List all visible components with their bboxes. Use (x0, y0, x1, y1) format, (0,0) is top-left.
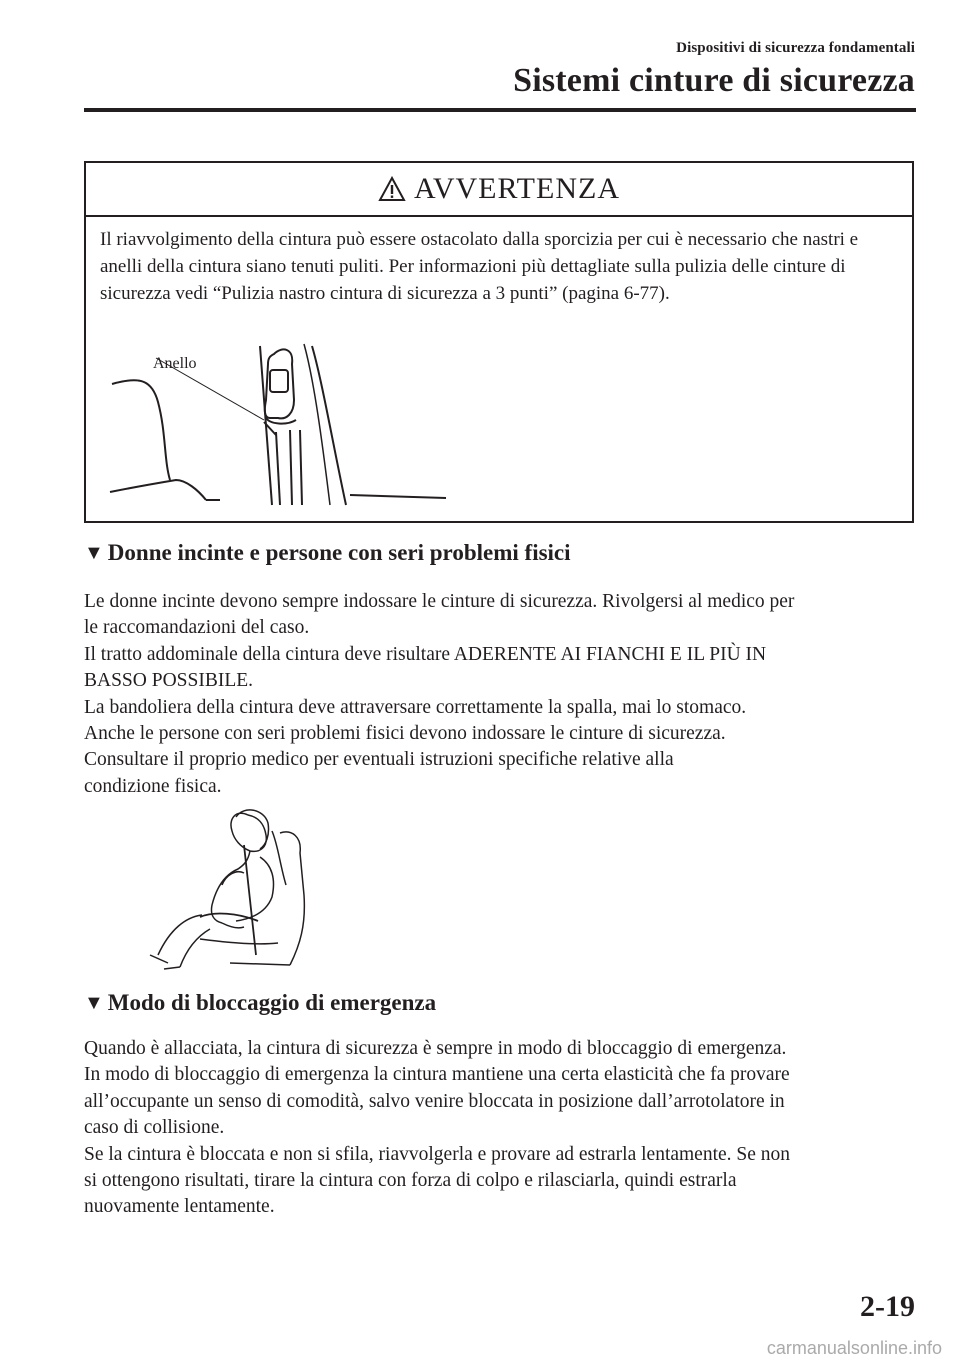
text-line: nuovamente lentamente. (84, 1196, 275, 1218)
text-line: si ottengono risultati, tirare la cintura con forza di colpo e rilasciarla, quindi estrarla (84, 1170, 737, 1192)
triangle-bullet-icon: ▼ (84, 991, 104, 1014)
warning-header (86, 163, 912, 217)
chapter-title: Dispositivi di sicurezza fondamentali (676, 40, 915, 56)
text-line: Consultare il proprio medico per eventuali istruzioni specifiche relative alla (84, 749, 674, 771)
triangle-bullet-icon: ▼ (84, 541, 104, 564)
text-line: In modo di bloccaggio di emergenza la cintura mantiene una certa elasticità che fa provare (84, 1064, 790, 1086)
section-heading-text: Donne incinte e persone con seri problemi fisici (107, 540, 571, 565)
section-heading-emergency-lock (84, 990, 436, 1016)
text-line: all’occupante un senso di comodità, salvo venire bloccata in posizione dall’arrotolatore in (84, 1090, 785, 1112)
pregnant-woman-seatbelt-illustration (140, 805, 320, 970)
section-heading-pregnant (84, 540, 571, 566)
section-title: Sistemi cinture di sicurezza (513, 62, 915, 99)
paragraph-emergency-lock (84, 1036, 916, 1221)
paragraph-pregnant (84, 589, 916, 800)
text-line: condizione fisica. (84, 775, 222, 797)
section-heading-text: Modo di bloccaggio di emergenza (107, 990, 437, 1015)
warning-triangle-icon (378, 176, 406, 202)
text-line: caso di collisione. (84, 1117, 225, 1139)
watermark-text: carmanualsonline.info (766, 1338, 942, 1358)
header-divider (84, 108, 916, 112)
text-line: Il tratto addominale della cintura deve risultare ADERENTE AI FIANCHI E IL PIÙ IN (84, 643, 767, 665)
text-line: Anche le persone con seri problemi fisici devono indossare le cinture di sicurezza. (84, 723, 726, 745)
text-line: Le donne incinte devono sempre indossare le cinture di sicurezza. Rivolgersi al medico per (84, 591, 795, 612)
text-line: Se la cintura è bloccata e non si sfila, riavvolgerla e provare ad estrarla lentamente. Se non (84, 1143, 791, 1165)
warning-text: Il riavvolgimento della cintura può essere ostacolato dalla sporcizia per cui è necessario che nastri e anelli della cintura siano tenuti puliti. Per informazioni più dettagliate sulla pulizia delle cinture di sicurezza vedi “Pulizia nastro cintura di sicurezza a 3 punti” (pagina 6-77). (100, 229, 859, 304)
text-line: Quando è allacciata, la cintura di sicurezza è sempre in modo di bloccaggio di emergenza. (84, 1038, 787, 1059)
figure-label-ring: Anello (153, 355, 197, 372)
page-number: 2-19 (860, 1290, 915, 1323)
warning-title: AVVERTENZA (414, 172, 620, 205)
text-line: BASSO POSSIBILE. (84, 670, 254, 692)
text-line: La bandoliera della cintura deve attraversare correttamente la spalla, mai lo stomaco. (84, 696, 747, 718)
text-line: le raccomandazioni del caso. (84, 617, 310, 639)
